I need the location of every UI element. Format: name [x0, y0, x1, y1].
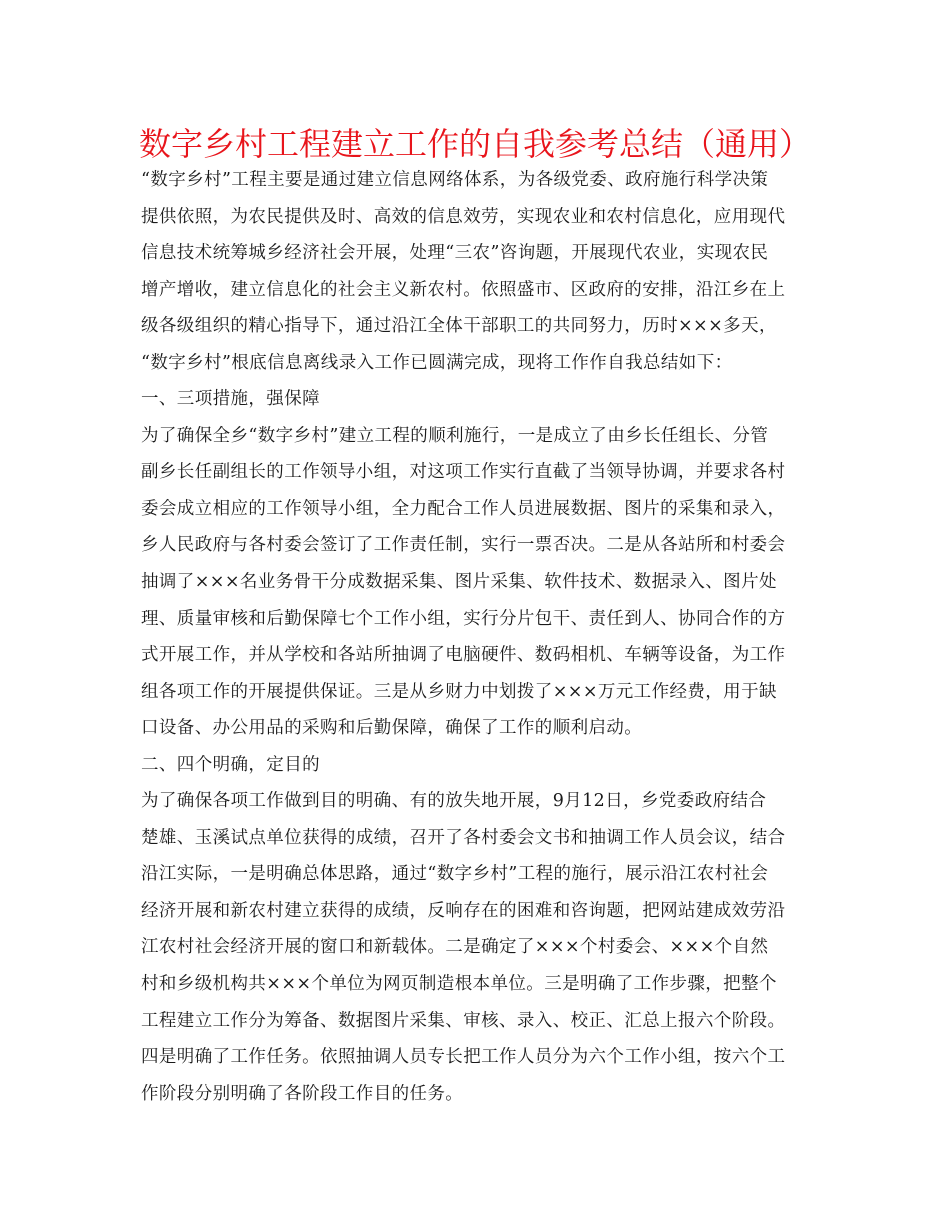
paragraph-line: 组各项工作的开展提供保证。三是从乡财力中划拨了×××万元工作经费，用于缺 [141, 681, 777, 702]
section-heading: 二、四个明确，定目的 [141, 754, 320, 775]
section-heading: 一、三项措施，强保障 [141, 389, 320, 410]
paragraph-line: 式开展工作，并从学校和各站所抽调了电脑硬件、数码相机、车辆等设备，为工作 [141, 645, 786, 666]
paragraph-line: 江农村社会经济开展的窗口和新载体。二是确定了×××个村委会、×××个自然 [141, 937, 769, 958]
paragraph-line: 提供依照，为农民提供及时、高效的信息效劳，实现农业和农村信息化，应用现代 [141, 206, 786, 227]
paragraph-line: 楚雄、玉溪试点单位获得的成绩，召开了各村委会文书和抽调工作人员会议，结合 [141, 827, 786, 848]
paragraph-line: 作阶段分别明确了各阶段工作目的任务。 [141, 1083, 464, 1104]
paragraph-line: 口设备、办公用品的采购和后勤保障，确保了工作的顺利启动。 [141, 718, 643, 739]
paragraph-line: 理、质量审核和后勤保障七个工作小组，实行分片包干、责任到人、协同合作的方 [141, 608, 786, 629]
document-title: 数字乡村工程建立工作的自我参考总结（通用） [138, 125, 811, 163]
paragraph-line: 经济开展和新农村建立获得的成绩，反响存在的困难和咨询题，把网站建成效劳沿 [141, 900, 786, 921]
paragraph-line: 沿江实际，一是明确总体思路，通过“数字乡村”工程的施行，展示沿江农村社会 [141, 864, 769, 885]
paragraph-line: 增产增收，建立信息化的社会主义新农村。依照盛市、区政府的安排，沿江乡在上 [141, 279, 786, 300]
paragraph-line: 信息技术统筹城乡经济社会开展，处理“三农”咨询题，开展现代农业，实现农民 [141, 243, 769, 264]
paragraph-line: 乡人民政府与各村委会签订了工作责任制，实行一票否决。二是从各站所和村委会 [141, 535, 786, 556]
paragraph-line: 副乡长任副组长的工作领导小组，对这项工作实行直截了当领导协调，并要求各村 [141, 462, 786, 483]
paragraph-line: 工程建立工作分为筹备、数据图片采集、审核、录入、校正、汇总上报六个阶段。 [141, 1010, 786, 1031]
paragraph-line: 抽调了×××名业务骨干分成数据采集、图片采集、软件技术、数据录入、图片处 [141, 572, 777, 593]
paragraph-line: 为了确保全乡“数字乡村”建立工程的顺利施行，一是成立了由乡长任组长、分管 [141, 425, 769, 446]
paragraph-line: “数字乡村”根底信息离线录入工作已圆满完成，现将工作作自我总结如下： [141, 352, 733, 373]
paragraph-line: 为了确保各项工作做到目的明确、有的放失地开展，9月12日，乡党委政府结合 [141, 791, 767, 812]
paragraph-line: 委会成立相应的工作领导小组，全力配合工作人员进展数据、图片的采集和录入， [141, 498, 786, 519]
paragraph-line: 四是明确了工作任务。依照抽调人员专长把工作人员分为六个工作小组，按六个工 [141, 1047, 786, 1068]
paragraph-line: 村和乡级机构共×××个单位为网页制造根本单位。三是明确了工作步骤，把整个 [141, 974, 777, 995]
document-body [141, 162, 821, 1112]
paragraph-line: “数字乡村”工程主要是通过建立信息网络体系，为各级党委、政府施行科学决策 [141, 170, 769, 190]
paragraph-line: 级各级组织的精心指导下，通过沿江全体干部职工的共同努力，历时×××多天， [141, 316, 777, 337]
